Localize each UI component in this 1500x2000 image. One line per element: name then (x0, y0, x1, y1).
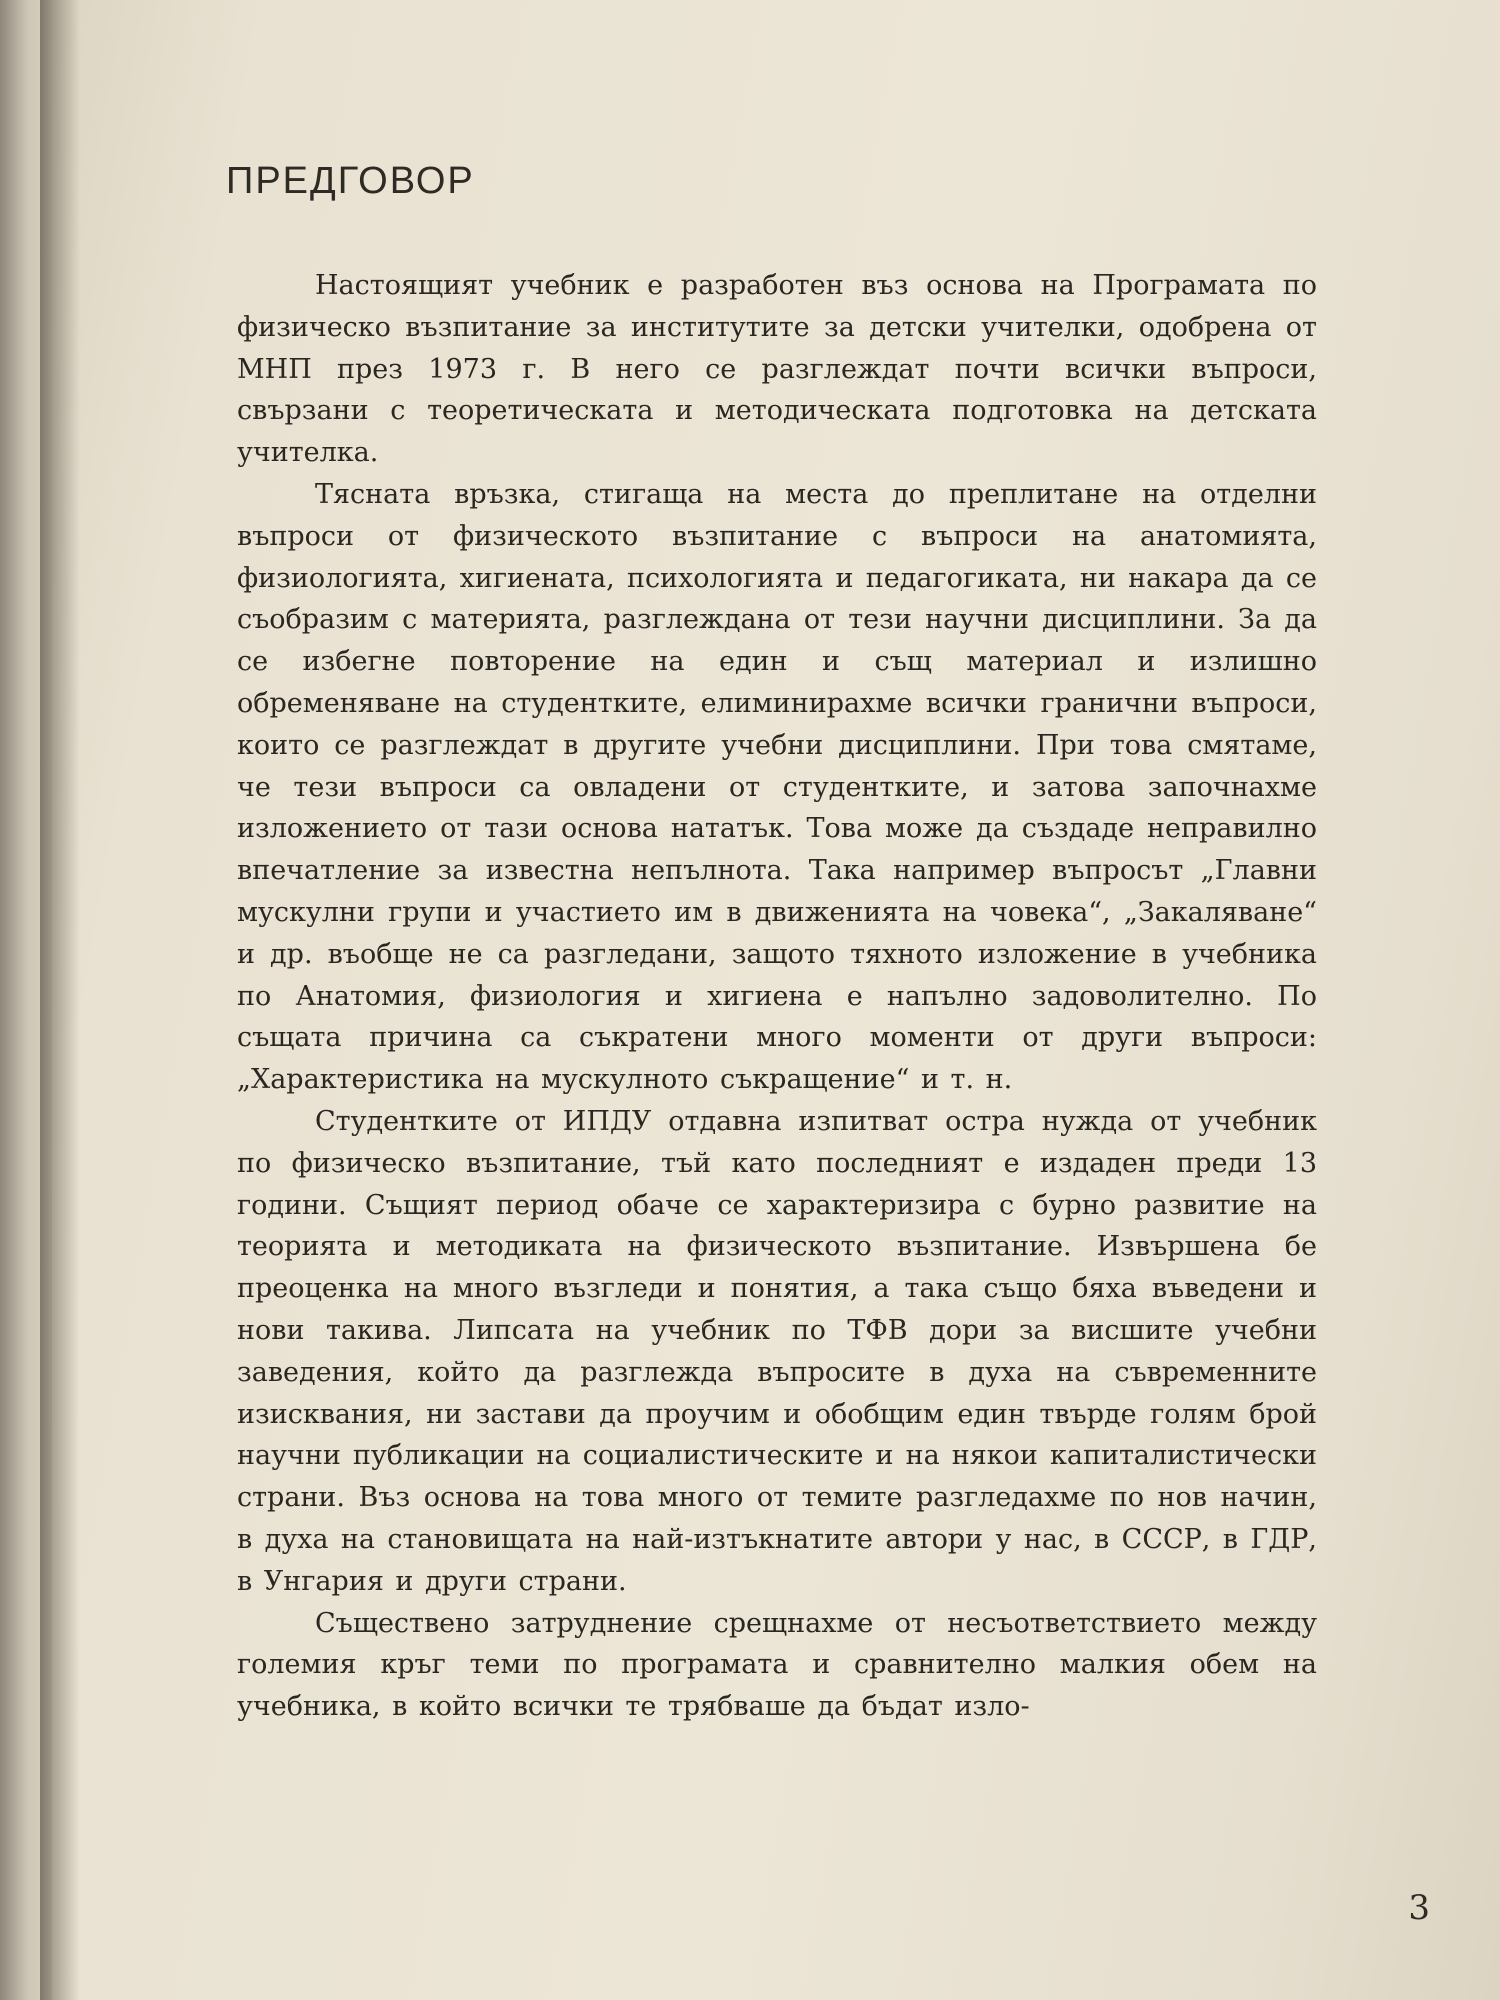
page-title: ПРЕДГОВОР (226, 160, 475, 202)
paragraph-4: Съществено затруднение срещнахме от несъответствието между големия кръг теми по програмата и сравнително малкия обем на учебника, в който всички те трябваше да бъдат изло- (237, 1607, 1317, 1723)
paragraph-1: Настоящият учебник е разработен въз основа на Програмата по физическо възпитание за институтите за детски учителки, одобрена от МНП през 1973 г. В него се разглеждат почти всички въпроси, свързани с теоретическата и методическата подготовка на детската учителка. (237, 270, 1317, 469)
paragraph-2: Тясната връзка, стигаща на места до преплитане на отделни въпроси от физическото възпитание с въпроси на анатомията, физиологията, хигиената, психологията и педагогиката, ни накара да се съобразим с материята, разглеждана от тези научни дисциплини. За да се избегне повторение на един и същ материал и излишно обременяване на студентките, елиминирахме всички гранични въпроси, които се разглеждат в другите учебни дисциплини. При това смятаме, че тези въпроси са овладени от студентките, и затова започнахме изложението от тази основа нататък. Това може да създаде неправилно впечатление за известна непълнота. Така например въпросът „Главни мускулни групи и участието им в движенията на човека“, „Закаляване“ и др. въобще не са разгледани, защото тяхното изложение в учебника по Анатомия, физиология и хигиена е напълно задоволително. По същата причина са съкратени много моменти от други въпроси: „Характеристика на мускулното съкращение“ и т. н. (237, 478, 1317, 1096)
page-number: 3 (1408, 1888, 1430, 1928)
paragraph-3: Студентките от ИПДУ отдавна изпитват остра нужда от учебник по физическо възпитание, тъй като последният е издаден преди 13 години. Същият период обаче се характеризира с бурно развитие на теорията и методиката на физическото възпитание. Извършена бе преоценка на много възгледи и понятия, а така също бяха въведени и нови такива. Липсата на учебник по ТФВ дори за висшите учебни заведения, който да разглежда въпросите в духа на съвременните изисквания, ни застави да проучим и обобщим един твърде голям брой научни публикации на социалистическите и на някои капиталистически страни. Въз основа на това много от темите разгледахме по нов начин, в духа на становищата на най-изтъкнатите автори у нас, в СССР, в ГДР, в Унгария и други страни. (237, 1105, 1317, 1597)
body-text (192, 265, 1352, 1728)
page-content (192, 150, 1352, 1728)
book-page (52, 0, 1500, 2000)
gutter-shadow (40, 0, 80, 2000)
